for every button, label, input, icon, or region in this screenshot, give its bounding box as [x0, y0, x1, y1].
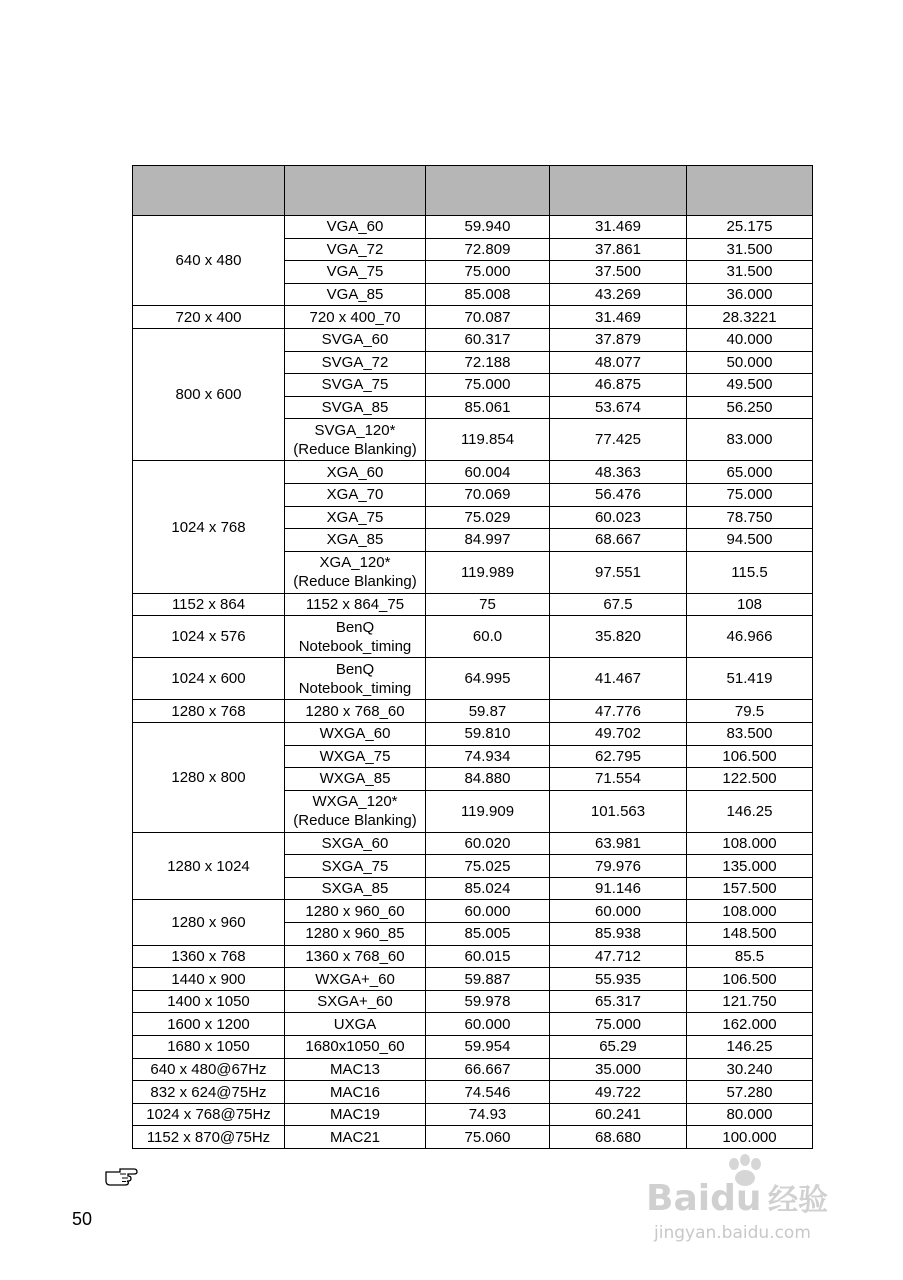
cell-horizontal-frequency: 46.875 [550, 374, 687, 397]
cell-vertical-frequency: 85.008 [426, 283, 550, 306]
cell-mode: SXGA_85 [285, 877, 426, 900]
cell-horizontal-frequency: 68.680 [550, 1126, 687, 1149]
cell-mode: MAC19 [285, 1103, 426, 1126]
cell-horizontal-frequency: 37.861 [550, 238, 687, 261]
cell-horizontal-frequency: 35.820 [550, 616, 687, 658]
table-row [133, 1013, 813, 1036]
cell-mode: WXGA_60 [285, 722, 426, 745]
cell-vertical-frequency: 59.978 [426, 990, 550, 1013]
cell-mode: SVGA_85 [285, 396, 426, 419]
cell-pixel-frequency: 135.000 [687, 855, 813, 878]
cell-resolution: 1024 x 768 [133, 461, 285, 593]
cell-resolution: 1400 x 1050 [133, 990, 285, 1013]
table-row [133, 945, 813, 968]
table-row [133, 1058, 813, 1081]
cell-horizontal-frequency: 65.29 [550, 1036, 687, 1059]
header-cell-horizontal-frequency [550, 166, 687, 216]
cell-mode: UXGA [285, 1013, 426, 1036]
table-row [133, 216, 813, 239]
cell-mode: SXGA_75 [285, 855, 426, 878]
header-cell-mode [285, 166, 426, 216]
header-cell-pixel-frequency [687, 166, 813, 216]
cell-mode: XGA_85 [285, 529, 426, 552]
cell-resolution: 1280 x 768 [133, 700, 285, 723]
table-row [133, 832, 813, 855]
cell-vertical-frequency: 75.029 [426, 506, 550, 529]
cell-horizontal-frequency: 43.269 [550, 283, 687, 306]
cell-vertical-frequency: 70.069 [426, 483, 550, 506]
cell-mode: XGA_120* (Reduce Blanking) [285, 551, 426, 593]
cell-mode: 1280 x 960_85 [285, 923, 426, 946]
table-row [133, 658, 813, 700]
cell-pixel-frequency: 94.500 [687, 529, 813, 552]
cell-horizontal-frequency: 37.500 [550, 261, 687, 284]
cell-vertical-frequency: 60.015 [426, 945, 550, 968]
cell-vertical-frequency: 59.954 [426, 1036, 550, 1059]
cell-horizontal-frequency: 68.667 [550, 529, 687, 552]
cell-vertical-frequency: 119.854 [426, 419, 550, 461]
cell-mode: 1360 x 768_60 [285, 945, 426, 968]
cell-horizontal-frequency: 41.467 [550, 658, 687, 700]
cell-pixel-frequency: 31.500 [687, 238, 813, 261]
table-header [133, 166, 813, 216]
watermark-chinese: 经验 [768, 1183, 828, 1218]
cell-mode: XGA_60 [285, 461, 426, 484]
cell-vertical-frequency: 72.188 [426, 351, 550, 374]
cell-resolution: 1280 x 960 [133, 900, 285, 945]
cell-resolution: 832 x 624@75Hz [133, 1081, 285, 1104]
cell-resolution: 1440 x 900 [133, 968, 285, 991]
cell-vertical-frequency: 59.940 [426, 216, 550, 239]
cell-horizontal-frequency: 77.425 [550, 419, 687, 461]
cell-pixel-frequency: 148.500 [687, 923, 813, 946]
cell-pixel-frequency: 121.750 [687, 990, 813, 1013]
cell-horizontal-frequency: 48.077 [550, 351, 687, 374]
cell-mode: MAC16 [285, 1081, 426, 1104]
cell-pixel-frequency: 75.000 [687, 483, 813, 506]
cell-horizontal-frequency: 101.563 [550, 790, 687, 832]
cell-vertical-frequency: 85.024 [426, 877, 550, 900]
cell-mode: WXGA_75 [285, 745, 426, 768]
cell-resolution: 720 x 400 [133, 306, 285, 329]
cell-vertical-frequency: 74.93 [426, 1103, 550, 1126]
cell-horizontal-frequency: 60.000 [550, 900, 687, 923]
cell-pixel-frequency: 46.966 [687, 616, 813, 658]
cell-mode: SVGA_75 [285, 374, 426, 397]
cell-mode: SVGA_60 [285, 328, 426, 351]
cell-mode: VGA_72 [285, 238, 426, 261]
cell-horizontal-frequency: 65.317 [550, 990, 687, 1013]
cell-vertical-frequency: 60.000 [426, 1013, 550, 1036]
cell-mode: VGA_75 [285, 261, 426, 284]
cell-vertical-frequency: 75 [426, 593, 550, 616]
cell-pixel-frequency: 106.500 [687, 745, 813, 768]
cell-pixel-frequency: 122.500 [687, 768, 813, 791]
cell-resolution: 1024 x 768@75Hz [133, 1103, 285, 1126]
cell-pixel-frequency: 80.000 [687, 1103, 813, 1126]
cell-pixel-frequency: 79.5 [687, 700, 813, 723]
cell-mode: XGA_70 [285, 483, 426, 506]
table-row [133, 990, 813, 1013]
table-row [133, 900, 813, 923]
cell-horizontal-frequency: 49.702 [550, 722, 687, 745]
cell-pixel-frequency: 65.000 [687, 461, 813, 484]
cell-pixel-frequency: 85.5 [687, 945, 813, 968]
cell-pixel-frequency: 108.000 [687, 900, 813, 923]
pointing-hand-icon [104, 1164, 138, 1186]
cell-pixel-frequency: 36.000 [687, 283, 813, 306]
cell-vertical-frequency: 75.000 [426, 261, 550, 284]
cell-mode: WXGA_85 [285, 768, 426, 791]
cell-horizontal-frequency: 31.469 [550, 306, 687, 329]
cell-vertical-frequency: 75.000 [426, 374, 550, 397]
table-row [133, 1081, 813, 1104]
cell-horizontal-frequency: 47.712 [550, 945, 687, 968]
cell-vertical-frequency: 59.810 [426, 722, 550, 745]
cell-mode: 1280 x 768_60 [285, 700, 426, 723]
cell-resolution: 640 x 480@67Hz [133, 1058, 285, 1081]
cell-pixel-frequency: 108.000 [687, 832, 813, 855]
cell-mode: MAC13 [285, 1058, 426, 1081]
cell-mode: 1280 x 960_60 [285, 900, 426, 923]
cell-mode: WXGA_120* (Reduce Blanking) [285, 790, 426, 832]
cell-horizontal-frequency: 31.469 [550, 216, 687, 239]
table-row [133, 700, 813, 723]
cell-pixel-frequency: 56.250 [687, 396, 813, 419]
cell-mode: WXGA+_60 [285, 968, 426, 991]
cell-pixel-frequency: 100.000 [687, 1126, 813, 1149]
cell-resolution: 1600 x 1200 [133, 1013, 285, 1036]
cell-pixel-frequency: 31.500 [687, 261, 813, 284]
cell-pixel-frequency: 30.240 [687, 1058, 813, 1081]
cell-vertical-frequency: 85.061 [426, 396, 550, 419]
table-row [133, 328, 813, 351]
cell-resolution: 1024 x 576 [133, 616, 285, 658]
cell-vertical-frequency: 59.87 [426, 700, 550, 723]
page-number: 50 [72, 1209, 93, 1229]
cell-vertical-frequency: 119.909 [426, 790, 550, 832]
table-row [133, 1036, 813, 1059]
cell-mode: VGA_85 [285, 283, 426, 306]
cell-horizontal-frequency: 56.476 [550, 483, 687, 506]
cell-mode: BenQ Notebook_timing [285, 658, 426, 700]
cell-vertical-frequency: 59.887 [426, 968, 550, 991]
cell-resolution: 640 x 480 [133, 216, 285, 306]
cell-horizontal-frequency: 49.722 [550, 1081, 687, 1104]
cell-pixel-frequency: 106.500 [687, 968, 813, 991]
cell-pixel-frequency: 146.25 [687, 1036, 813, 1059]
cell-mode: VGA_60 [285, 216, 426, 239]
cell-vertical-frequency: 60.020 [426, 832, 550, 855]
cell-mode: SVGA_72 [285, 351, 426, 374]
cell-mode: SXGA_60 [285, 832, 426, 855]
cell-mode: XGA_75 [285, 506, 426, 529]
cell-resolution: 800 x 600 [133, 328, 285, 460]
cell-horizontal-frequency: 62.795 [550, 745, 687, 768]
cell-vertical-frequency: 75.060 [426, 1126, 550, 1149]
cell-vertical-frequency: 74.546 [426, 1081, 550, 1104]
cell-mode: 1152 x 864_75 [285, 593, 426, 616]
cell-horizontal-frequency: 48.363 [550, 461, 687, 484]
cell-mode: 720 x 400_70 [285, 306, 426, 329]
cell-mode: 1680x1050_60 [285, 1036, 426, 1059]
cell-horizontal-frequency: 79.976 [550, 855, 687, 878]
cell-horizontal-frequency: 53.674 [550, 396, 687, 419]
cell-horizontal-frequency: 97.551 [550, 551, 687, 593]
header-cell-vertical-frequency [426, 166, 550, 216]
cell-pixel-frequency: 57.280 [687, 1081, 813, 1104]
cell-horizontal-frequency: 60.241 [550, 1103, 687, 1126]
cell-vertical-frequency: 70.087 [426, 306, 550, 329]
cell-horizontal-frequency: 37.879 [550, 328, 687, 351]
cell-vertical-frequency: 74.934 [426, 745, 550, 768]
cell-pixel-frequency: 157.500 [687, 877, 813, 900]
timing-table [132, 165, 813, 1149]
table-row [133, 1103, 813, 1126]
cell-pixel-frequency: 51.419 [687, 658, 813, 700]
cell-pixel-frequency: 40.000 [687, 328, 813, 351]
cell-pixel-frequency: 83.500 [687, 722, 813, 745]
cell-mode: MAC21 [285, 1126, 426, 1149]
cell-horizontal-frequency: 47.776 [550, 700, 687, 723]
cell-mode: BenQ Notebook_timing [285, 616, 426, 658]
cell-pixel-frequency: 78.750 [687, 506, 813, 529]
cell-vertical-frequency: 72.809 [426, 238, 550, 261]
header-row [133, 166, 813, 216]
cell-vertical-frequency: 119.989 [426, 551, 550, 593]
cell-pixel-frequency: 49.500 [687, 374, 813, 397]
cell-pixel-frequency: 83.000 [687, 419, 813, 461]
cell-vertical-frequency: 64.995 [426, 658, 550, 700]
table-row [133, 616, 813, 658]
table-row [133, 722, 813, 745]
cell-vertical-frequency: 60.004 [426, 461, 550, 484]
cell-vertical-frequency: 84.880 [426, 768, 550, 791]
cell-horizontal-frequency: 85.938 [550, 923, 687, 946]
table-row [133, 1126, 813, 1149]
cell-pixel-frequency: 108 [687, 593, 813, 616]
cell-horizontal-frequency: 35.000 [550, 1058, 687, 1081]
table-row [133, 306, 813, 329]
cell-horizontal-frequency: 55.935 [550, 968, 687, 991]
table-row [133, 593, 813, 616]
cell-horizontal-frequency: 75.000 [550, 1013, 687, 1036]
cell-resolution: 1152 x 864 [133, 593, 285, 616]
cell-pixel-frequency: 25.175 [687, 216, 813, 239]
cell-pixel-frequency: 162.000 [687, 1013, 813, 1036]
cell-vertical-frequency: 75.025 [426, 855, 550, 878]
cell-horizontal-frequency: 91.146 [550, 877, 687, 900]
cell-pixel-frequency: 115.5 [687, 551, 813, 593]
cell-vertical-frequency: 85.005 [426, 923, 550, 946]
table-body [133, 216, 813, 1149]
cell-mode: SVGA_120* (Reduce Blanking) [285, 419, 426, 461]
table-row [133, 968, 813, 991]
cell-resolution: 1152 x 870@75Hz [133, 1126, 285, 1149]
cell-mode: SXGA+_60 [285, 990, 426, 1013]
cell-resolution: 1680 x 1050 [133, 1036, 285, 1059]
cell-resolution: 1024 x 600 [133, 658, 285, 700]
cell-resolution: 1360 x 768 [133, 945, 285, 968]
baidu-jingyan-watermark [640, 1148, 860, 1248]
cell-horizontal-frequency: 60.023 [550, 506, 687, 529]
watermark-url: jingyan.baidu.com [654, 1223, 811, 1243]
cell-pixel-frequency: 50.000 [687, 351, 813, 374]
cell-horizontal-frequency: 71.554 [550, 768, 687, 791]
cell-vertical-frequency: 84.997 [426, 529, 550, 552]
table-row [133, 461, 813, 484]
cell-pixel-frequency: 28.3221 [687, 306, 813, 329]
cell-horizontal-frequency: 67.5 [550, 593, 687, 616]
cell-resolution: 1280 x 1024 [133, 832, 285, 900]
cell-pixel-frequency: 146.25 [687, 790, 813, 832]
header-cell-resolution [133, 166, 285, 216]
cell-resolution: 1280 x 800 [133, 722, 285, 832]
cell-vertical-frequency: 60.0 [426, 616, 550, 658]
cell-vertical-frequency: 60.317 [426, 328, 550, 351]
watermark-brand: Baidu [646, 1178, 762, 1219]
cell-horizontal-frequency: 63.981 [550, 832, 687, 855]
cell-vertical-frequency: 60.000 [426, 900, 550, 923]
cell-vertical-frequency: 66.667 [426, 1058, 550, 1081]
